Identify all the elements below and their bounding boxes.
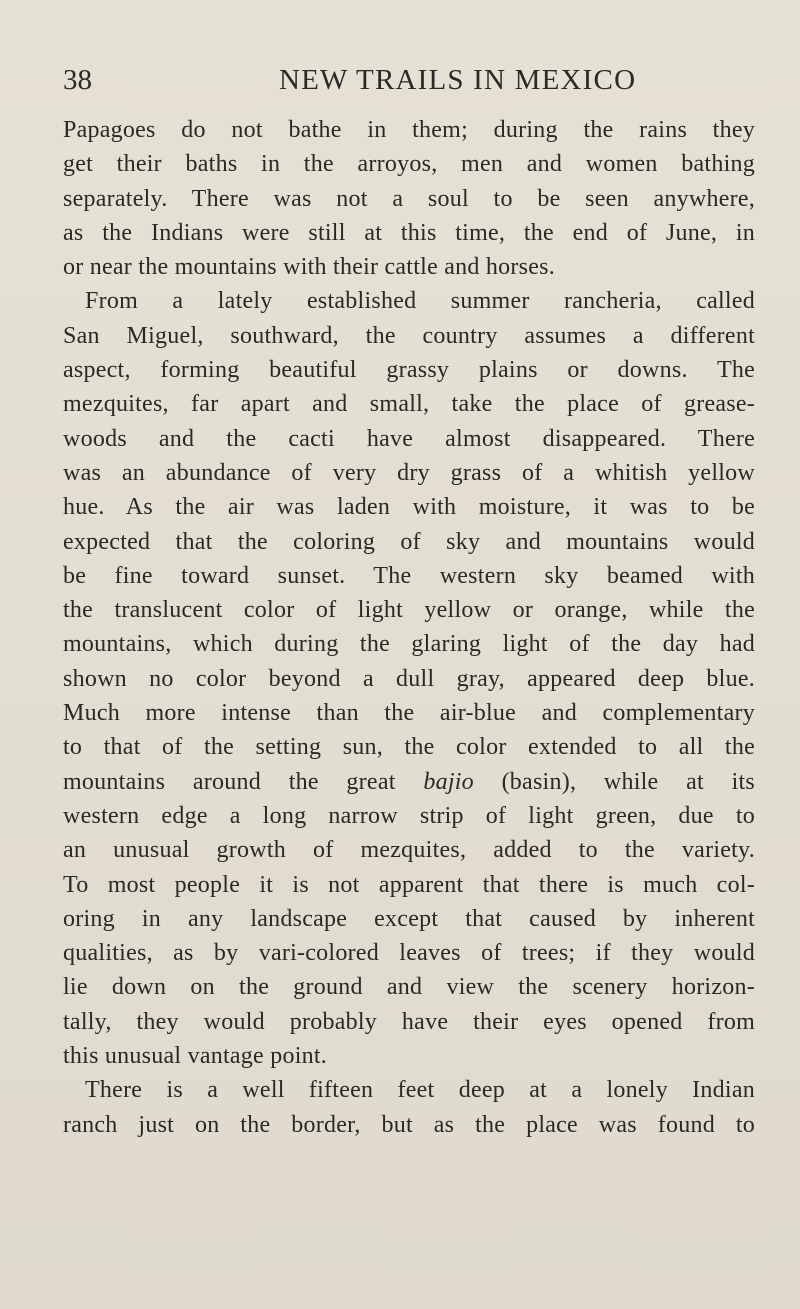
text-line: the translucent color of light yellow or orange, while the [63,597,755,624]
text-line: mezquites, far apart and small, take the place of grease- [63,391,755,418]
text-line: was an abundance of very dry grass of a whitish yellow [63,459,755,486]
text-line: be fine toward sunset. The western sky beamed with [63,562,755,589]
text-line: mountains, which during the glaring light of the day had [63,631,755,658]
line-text: (basin), while at its [473,768,755,795]
running-head [63,64,743,104]
text-line: aspect, forming beautiful grassy plains or downs. The [63,357,755,384]
running-title: NEW TRAILS IN MEXICO [279,64,637,96]
text-line: woods and the cacti have almost disappeared. There [63,425,755,452]
line-text: mountains around the great [63,768,424,795]
text-line [63,765,755,799]
text-line: hue. As the air was laden with moisture, it was to be [63,494,755,521]
text-line: as the Indians were still at this time, the end of June, in [63,219,755,246]
text-line: There is a well fifteen feet deep at a lonely Indian [85,1077,755,1104]
text-line: To most people it is not apparent that there is much col- [63,871,755,898]
text-line: lie down on the ground and view the scenery horizon- [63,974,755,1001]
text-line: Papagoes do not bathe in them; during the rains they [63,117,755,143]
text-line: an unusual growth of mezquites, added to the variety. [63,837,755,864]
text-line: to that of the setting sun, the color extended to all the [63,734,755,761]
italic-term: bajio [423,768,474,795]
text-line: From a lately established summer rancheria, called [85,288,755,315]
text-line: or near the mountains with their cattle and horses. [63,254,555,281]
text-line: qualities, as by vari-colored leaves of trees; if they would [63,940,755,967]
page-number: 38 [63,64,92,96]
body-text [63,113,755,1142]
text-line: Much more intense than the air-blue and complementary [63,700,755,727]
text-line: expected that the coloring of sky and mountains would [63,528,755,555]
text-line: tally, they would probably have their eyes opened from [63,1008,755,1035]
text-line: San Miguel, southward, the country assumes a different [63,322,755,349]
text-line: get their baths in the arroyos, men and women bathing [63,151,755,178]
text-line: western edge a long narrow strip of light green, due to [63,802,755,829]
text-line: this unusual vantage point. [63,1043,328,1070]
text-line: ranch just on the border, but as the place was found to [63,1111,755,1138]
text-line: oring in any landscape except that caused by inherent [63,905,755,932]
text-line: separately. There was not a soul to be seen anywhere, [63,185,755,212]
text-line: shown no color beyond a dull gray, appeared deep blue. [63,665,755,692]
